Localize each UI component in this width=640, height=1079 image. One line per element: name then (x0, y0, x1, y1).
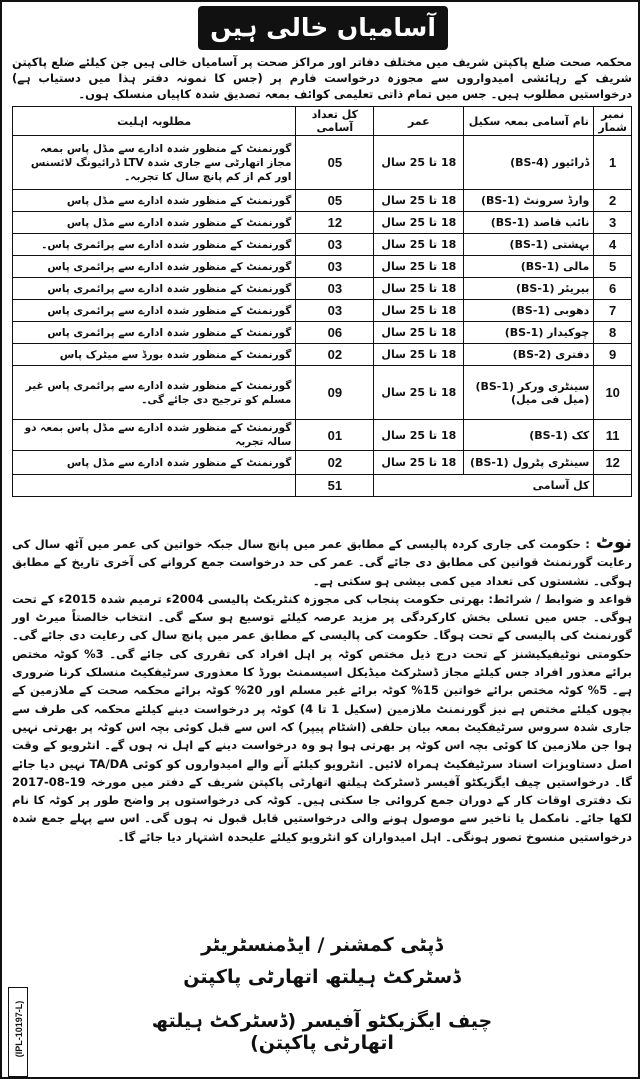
row-post: کک (BS-1) (464, 420, 594, 451)
row-post: مالی (BS-1) (464, 256, 594, 278)
row-age: 18 تا 25 سال (374, 136, 464, 190)
row-number: 5 (594, 256, 632, 278)
row-age: 18 تا 25 سال (374, 190, 464, 212)
row-post: سینٹری ورکر (BS-1) (میل فی میل) (464, 366, 594, 420)
row-age: 18 تا 25 سال (374, 278, 464, 300)
table-row (13, 322, 632, 344)
row-qualification: گورنمنٹ کے منظور شدہ ادارے سے پرائمری پاس غیر مسلم کو ترجیح دی جائے گی۔ (13, 366, 296, 420)
row-number: 3 (594, 212, 632, 234)
row-number: 9 (594, 344, 632, 366)
row-post: بہشتی (BS-1) (464, 234, 594, 256)
header-number: نمبر شمار (594, 107, 632, 136)
row-post: سینٹری پٹرول (BS-1) (464, 451, 594, 475)
row-qualification: گورنمنٹ کے منظور شدہ ادارے سے پرائمری پاس (13, 322, 296, 344)
row-qty: 03 (296, 256, 374, 278)
row-number: 12 (594, 451, 632, 475)
page-title: آسامیاں خالی ہیں (198, 6, 448, 50)
row-age: 18 تا 25 سال (374, 212, 464, 234)
row-age: 18 تا 25 سال (374, 322, 464, 344)
row-qty: 02 (296, 344, 374, 366)
row-qualification: گورنمنٹ کے منظور شدہ ادارے سے مڈل پاس (13, 451, 296, 475)
row-number: 2 (594, 190, 632, 212)
row-qty: 09 (296, 366, 374, 420)
row-number: 6 (594, 278, 632, 300)
row-post: بیریئر (BS-1) (464, 278, 594, 300)
row-qty: 06 (296, 322, 374, 344)
total-value: 51 (296, 475, 374, 497)
row-qualification: گورنمنٹ کے منظور شدہ ادارے سے پرائمری پاس (13, 278, 296, 300)
row-qualification: گورنمنٹ کے منظور شدہ ادارے سے پرائمری پاس (13, 300, 296, 322)
vacancies-table (12, 106, 632, 497)
row-number: 10 (594, 366, 632, 420)
row-qty: 02 (296, 451, 374, 475)
row-post: دفتری (BS-2) (464, 344, 594, 366)
header-qualification: مطلوبہ اہلیت (13, 107, 296, 136)
row-number: 1 (594, 136, 632, 190)
notes-section (12, 534, 632, 846)
note-paragraph-1 (12, 534, 632, 590)
row-age: 18 تا 25 سال (374, 451, 464, 475)
table-row (13, 234, 632, 256)
table-row (13, 366, 632, 420)
table-row (13, 451, 632, 475)
row-age: 18 تا 25 سال (374, 344, 464, 366)
header-age: عمر (374, 107, 464, 136)
row-qty: 05 (296, 190, 374, 212)
row-post: دھوبی (BS-1) (464, 300, 594, 322)
note-text: : حکومت کی جاری کردہ پالیسی کے مطابق عمر میں پانچ سال جبکہ خواتین کی عمر میں آٹھ سال کی رعایت گورنمنٹ قوانین کی مطابق دی جائے گی۔ عمر کی حد درخواست جمع کروانے کی آخری تاریخ کے مطابق ہوگی۔ نشستوں کی تعداد میں کمی بیشی ہو سکتی ہے۔ (12, 537, 632, 588)
row-post: ڈرائیور (BS-4) (464, 136, 594, 190)
table-row (13, 212, 632, 234)
row-post: وارڈ سرونٹ (BS-1) (464, 190, 594, 212)
row-qualification: گورنمنٹ کے منظور شدہ بورڈ سے میٹرک پاس (13, 344, 296, 366)
row-qty: 05 (296, 136, 374, 190)
signature-line-3: چیف ایگزیکٹو آفیسر (ڈسٹرکٹ ہیلتھ اتھارٹی پاکپتن) (151, 1010, 493, 1054)
row-age: 18 تا 25 سال (374, 234, 464, 256)
row-qty: 12 (296, 212, 374, 234)
note-paragraph-2: قواعد و ضوابط / شرائط: بھرتی حکومت پنجاب کی مجوزہ کنٹریکٹ پالیسی 2004ء ترمیم شدہ 2015ء کے تحت ہوگی۔ جس میں تسلی بخش کارکردگی پر مزید عرصہ کیلئے توسیع ہو سکے گی۔ انتخاب خالصتاً میرٹ اور گورنمنٹ کی پالیسی کے تحت ہوگا۔ حکومت کی پالیسی کے مطابق عمر میں پانچ سال کی رعایت دی جائے گی۔ حکومتی نوٹیفیکیشنز کے تحت درج ذیل مختص کوٹہ پر اہل افراد کی تقرری کی جائے گی۔ 3% کوٹہ مختص برائے معذور افراد جس کیلئے مجاز ڈسٹرکٹ میڈیکل اسیسمنٹ بورڈ کا معذوری سرٹیفکیٹ منسلک کرنا ضروری ہے۔ 5% کوٹہ مختص برائے خواتین 15% کوٹہ برائے غیر مسلم اور 20% کوٹہ برائے محکمہ صحت کے ملازمین کے بچوں کیلئے مختص ہے نیز گورنمنٹ ملازمین (سکیل 1 تا 4) کوٹہ پر درخواست دینے کیلئے محکمہ کی طرف سے جاری شدہ سروس سرٹیفکیٹ بمعہ بیان حلفی (اشٹام پیپر) کہ اس سے قبل کوئی بچہ اس کوٹہ پر بھرتی نہیں ہوا جن ملازمین کا کوئی بچہ اس کوٹہ پر بھرتی ہوا ہو وہ درخواست دینے کے اہل نہ ہوں گے۔ انٹرویو کے وقت اصل دستاویزات اسناد سرٹیفکیٹ ہمراہ لائیں۔ انٹرویو کیلئے آنے والے امیدواروں کو کوئی TA/DA نہیں دیا جائے گا۔ درخواستیں چیف ایگزیکٹو آفیسر ڈسٹرکٹ ہیلتھ اتھارٹی پاکپتن شریف کے دفتر میں مورخہ 19-08-2017 تک دفتری اوقات کار کے دوران جمع کروائی جا سکتی ہیں۔ کوٹہ کی درخواستوں پر واضح طور پر کوٹہ کا نام لکھا جائے۔ نامکمل یا تاخیر سے موصول ہونے والی درخواستیں قابل قبول نہ ہوں گی۔ اس سے پہلے جمع شدہ درخواستیں منسوخ تصور ہونگی۔ اہل امیدواران کو انٹرویو کیلئے علیحدہ اشتہار دیا جائے گا۔ (12, 591, 633, 844)
table-header-row (13, 107, 632, 136)
table-row (13, 344, 632, 366)
row-qty: 03 (296, 300, 374, 322)
total-row (13, 475, 632, 497)
reference-box (8, 987, 28, 1077)
reference-number: (IPL-10197-L) (14, 1000, 24, 1058)
row-qualification: گورنمنٹ کے منظور شدہ ادارے سے مڈل پاس (13, 212, 296, 234)
row-post: چوکیدار (BS-1) (464, 322, 594, 344)
row-qualification: گورنمنٹ کے منظور شدہ ادارے سے پرائمری پاس (13, 256, 296, 278)
table-row (13, 190, 632, 212)
total-label: کل آسامی (374, 475, 594, 497)
row-number: 11 (594, 420, 632, 451)
row-qualification: گورنمنٹ کے منظور شدہ ادارے سے مڈل پاس (13, 190, 296, 212)
header-qty: کل تعداد آسامی (296, 107, 374, 136)
row-qty: 01 (296, 420, 374, 451)
row-age: 18 تا 25 سال (374, 420, 464, 451)
row-qty: 03 (296, 278, 374, 300)
table-row (13, 256, 632, 278)
row-post: نائب قاصد (BS-1) (464, 212, 594, 234)
row-age: 18 تا 25 سال (374, 300, 464, 322)
row-qualification: گورنمنٹ کے منظور شدہ ادارے سے پرائمری پاس۔ (13, 234, 296, 256)
row-number: 8 (594, 322, 632, 344)
row-age: 18 تا 25 سال (374, 256, 464, 278)
signature-line-2: ڈسٹرکٹ ہیلتھ اتھارٹی پاکپتن (183, 966, 461, 988)
row-number: 4 (594, 234, 632, 256)
note-label: نوٹ (595, 532, 632, 553)
table-row (13, 136, 632, 190)
row-number: 7 (594, 300, 632, 322)
table-row (13, 300, 632, 322)
table-row (13, 420, 632, 451)
header-post: نام آسامی بمعہ سکیل (464, 107, 594, 136)
signature-line-1: ڈپٹی کمشنر / ایڈمنسٹریٹر (201, 934, 443, 956)
row-age: 18 تا 25 سال (374, 366, 464, 420)
table-row (13, 278, 632, 300)
intro-paragraph: محکمہ صحت ضلع پاکپتن شریف میں مختلف دفاتر اور مراکز صحت پر آسامیاں خالی ہیں جن کیلئے ضلع پاکپتن شریف کے رہائشی امیدواروں سے مجوزہ درخواست فارم پر (جس کا نمونہ دفتر ہذا میں دستیاب ہے) درخواستیں مطلوب ہیں۔ جس میں تمام ذاتی تعلیمی کوائف بمعہ تصدیق شدہ کاپیاں منسلک ہوں۔ (12, 55, 632, 101)
row-qty: 03 (296, 234, 374, 256)
row-qualification: گورنمنٹ کے منظور شدہ ادارے سے مڈل پاس بمعہ دو سالہ تجربہ (13, 420, 296, 451)
row-qualification: گورنمنٹ کے منظور شدہ ادارے سے مڈل پاس بمعہ مجاز اتھارٹی سے جاری شدہ LTV ڈرائیونگ لائسنس اور کم از کم پانچ سال کا تجربہ۔ (13, 136, 296, 190)
